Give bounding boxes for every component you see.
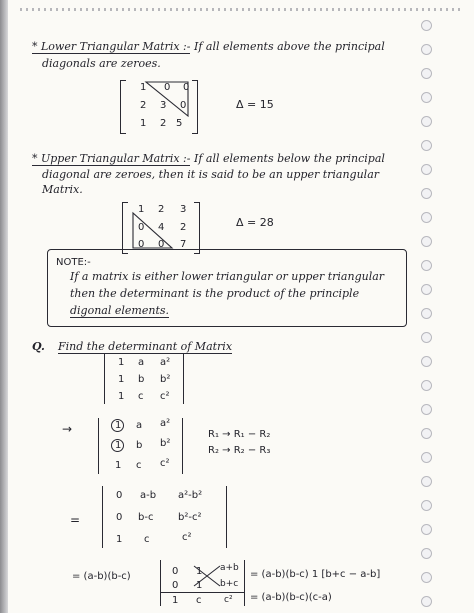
binder-hole	[421, 596, 432, 607]
row-op-1: R₁ → R₁ − R₂	[208, 429, 271, 440]
row-op-2: R₂ → R₂ − R₃	[208, 445, 271, 456]
matrix-cell: 0	[183, 82, 190, 93]
row-divider	[160, 592, 244, 593]
matrix-cell: 4	[158, 222, 165, 233]
matrix-cell: 2	[140, 100, 147, 111]
binder-hole	[421, 356, 432, 367]
matrix-cell: a-b	[140, 490, 157, 501]
binder-hole	[421, 92, 432, 103]
det-bar-right	[244, 560, 245, 606]
matrix-cell: 0	[116, 490, 123, 501]
matrix-cell: 5	[176, 118, 183, 129]
binder-hole	[421, 548, 432, 559]
binder-hole	[421, 524, 432, 535]
matrix-cell: 7	[180, 239, 187, 250]
matrix-cell: 1	[118, 391, 125, 402]
upper-triangular-desc-2: Matrix.	[42, 183, 83, 196]
note-label: NOTE:-	[56, 257, 91, 268]
scan-shadow	[0, 0, 8, 613]
upper-triangular-heading: * Upper Triangular Matrix :- If all elements below the principal	[32, 152, 385, 165]
note-line-2: then the determinant is the product of the principle	[70, 287, 360, 300]
matrix-cell: b	[136, 440, 143, 451]
matrix-cell: c	[144, 534, 150, 545]
matrix-cell: 0	[138, 239, 145, 250]
matrix-cell: 0	[158, 239, 165, 250]
binder-hole	[421, 212, 432, 223]
matrix-cell: a²	[160, 418, 171, 429]
matrix-cell: 1	[138, 204, 145, 215]
binder-hole	[421, 260, 432, 271]
matrix-cell: c²	[160, 458, 170, 469]
matrix-cell: 2	[158, 204, 165, 215]
det-bar-right	[183, 354, 184, 404]
det-bar-left	[102, 486, 103, 548]
binder-hole	[421, 476, 432, 487]
binder-hole	[421, 44, 432, 55]
binder-hole	[421, 500, 432, 511]
matrix-cell: 0	[172, 566, 179, 577]
matrix-cell: a	[138, 357, 145, 368]
bracket-left	[122, 202, 128, 254]
triangle-marking	[130, 210, 178, 252]
matrix-cell: 3	[180, 204, 187, 215]
matrix-cell: 1	[116, 534, 123, 545]
final-prefix: = (a-b)(b-c)	[72, 571, 131, 582]
triangle-marking	[144, 80, 192, 120]
binder-hole	[421, 164, 432, 175]
final-rhs-2: = (a-b)(b-c)(c-a)	[250, 592, 332, 603]
matrix-cell: a²-b²	[178, 490, 203, 501]
upper-determinant: Δ = 28	[236, 216, 274, 229]
binder-hole	[421, 452, 432, 463]
matrix-cell: b²	[160, 374, 171, 385]
binder-holes	[418, 0, 438, 613]
matrix-cell: 1	[115, 420, 122, 431]
matrix-cell: 0	[138, 222, 145, 233]
matrix-cell: b+c	[220, 579, 239, 589]
matrix-cell: 1	[196, 580, 203, 591]
arrow-symbol: →	[62, 422, 73, 436]
question-text: Find the determinant of Matrix	[58, 340, 233, 353]
det-bar-left	[104, 354, 105, 404]
note-line-3: digonal elements.	[70, 304, 170, 317]
lower-triangular-desc: diagonals are zeroes.	[42, 57, 161, 70]
det-bar-right	[182, 418, 183, 474]
binder-hole	[421, 332, 432, 343]
matrix-cell: b	[138, 374, 145, 385]
matrix-cell: 1	[196, 566, 203, 577]
matrix-cell: a²	[160, 357, 171, 368]
matrix-cell: b-c	[138, 512, 154, 523]
lower-triangular-heading: * Lower Triangular Matrix :- If all elements above the principal	[32, 40, 385, 53]
binder-hole	[421, 140, 432, 151]
det-bar-left	[98, 418, 99, 474]
matrix-cell: 1	[118, 374, 125, 385]
matrix-cell: a+b	[220, 563, 239, 573]
upper-triangular-desc: diagonal are zeroes, then it is said to be an upper triangular	[42, 168, 380, 181]
equals-symbol: =	[70, 513, 81, 527]
cross-mark	[190, 562, 224, 590]
matrix-cell: 2	[160, 118, 167, 129]
matrix-cell: c²	[160, 391, 170, 402]
final-rhs-1: = (a-b)(b-c) 1 [b+c − a-b]	[250, 569, 381, 580]
matrix-cell: 0	[164, 82, 171, 93]
bracket-right	[192, 80, 198, 134]
matrix-cell: 2	[180, 222, 187, 233]
binder-hole	[421, 284, 432, 295]
matrix-cell: b²-c²	[178, 512, 202, 523]
matrix-cell: 0	[180, 100, 187, 111]
matrix-cell: 0	[116, 512, 123, 523]
question-label: Q.	[32, 340, 45, 353]
matrix-cell: 1	[115, 460, 122, 471]
bracket-right	[194, 202, 200, 254]
matrix-cell: 3	[160, 100, 167, 111]
matrix-cell: c²	[224, 595, 233, 605]
matrix-cell: 1	[172, 595, 179, 606]
matrix-cell: 1	[118, 357, 125, 368]
matrix-cell: 1	[140, 118, 147, 129]
matrix-cell: 0	[172, 580, 179, 591]
lower-determinant: Δ = 15	[236, 98, 274, 111]
binder-hole	[421, 236, 432, 247]
matrix-cell: 1	[140, 82, 147, 93]
matrix-cell: 1	[115, 440, 122, 451]
det-bar-left	[160, 560, 161, 606]
binder-hole	[421, 380, 432, 391]
matrix-cell: c	[136, 460, 142, 471]
matrix-cell: c	[196, 595, 202, 606]
matrix-cell: c	[138, 391, 144, 402]
matrix-cell: b²	[160, 438, 171, 449]
binder-hole	[421, 404, 432, 415]
binder-hole	[421, 116, 432, 127]
binder-hole	[421, 572, 432, 583]
binder-hole	[421, 188, 432, 199]
binder-hole	[421, 308, 432, 319]
binder-hole	[421, 428, 432, 439]
bracket-left	[120, 80, 126, 134]
binder-hole	[421, 68, 432, 79]
note-line-1: If a matrix is either lower triangular or upper triangular	[70, 270, 385, 283]
page-top-border	[20, 8, 460, 11]
matrix-cell: a	[136, 420, 143, 431]
binder-hole	[421, 20, 432, 31]
det-bar-right	[226, 486, 227, 548]
matrix-cell: c²	[182, 532, 192, 543]
